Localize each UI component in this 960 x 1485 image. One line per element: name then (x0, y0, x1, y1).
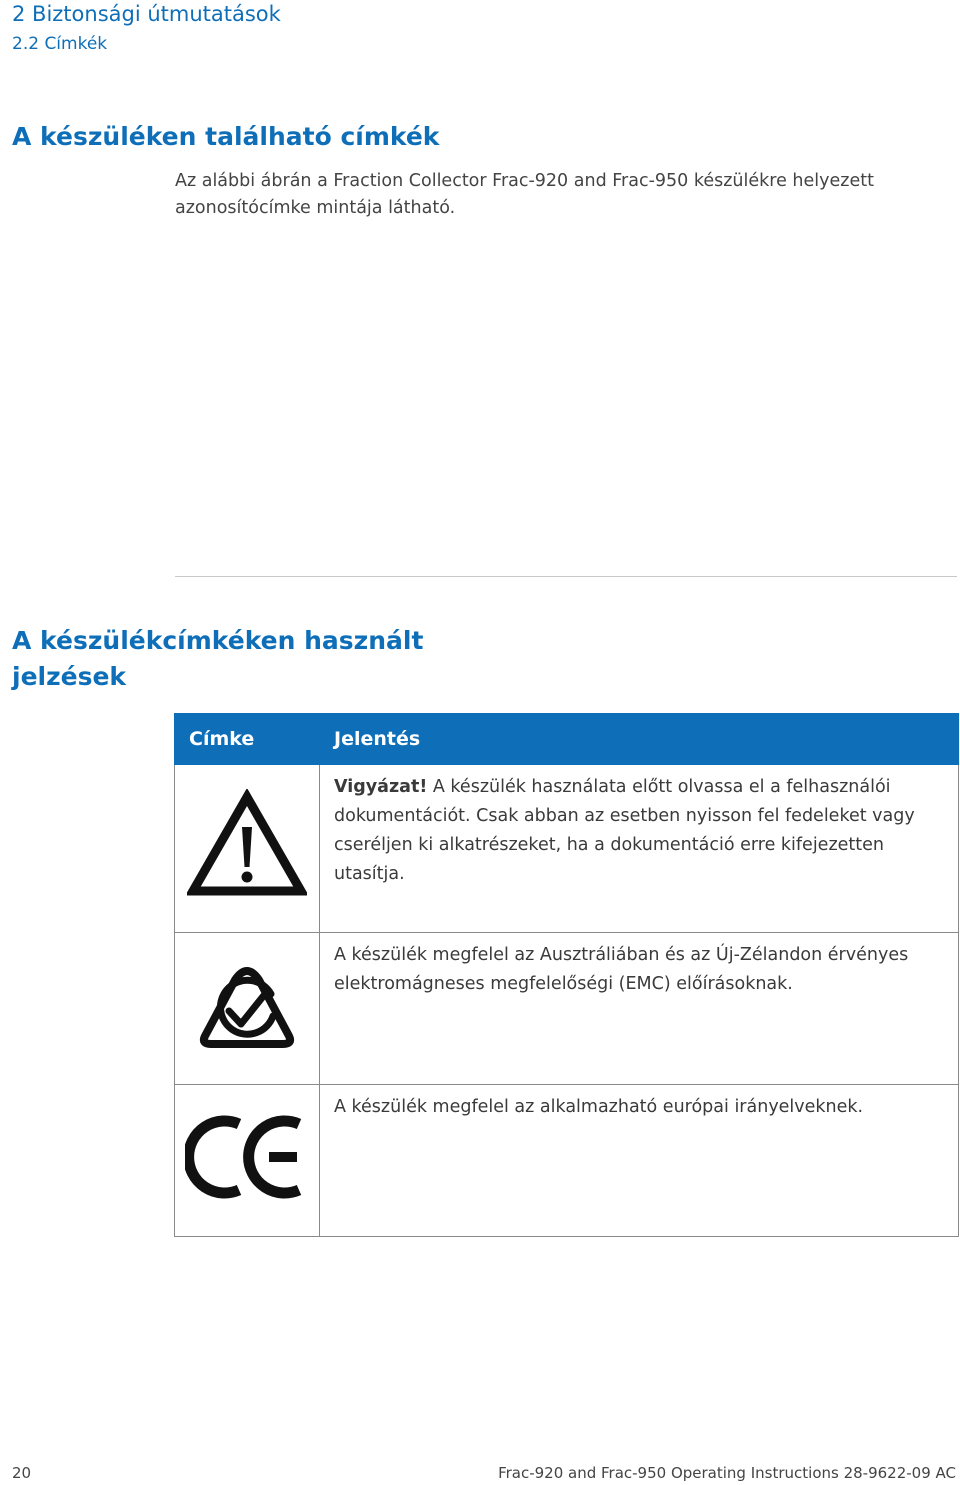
document-reference: Frac-920 and Frac-950 Operating Instructions 28-9622-09 AC (498, 1464, 956, 1482)
warning-triangle-icon (187, 789, 307, 899)
table-row (175, 933, 959, 1085)
ce-mark-icon (185, 1108, 309, 1204)
label-symbols-table (174, 713, 959, 1237)
breadcrumb-section: 2.2 Címkék (12, 34, 108, 54)
column-header-label: Címke (175, 714, 320, 765)
meaning-cell (320, 933, 959, 1085)
intro-paragraph: Az alábbi ábrán a Fraction Collector Frac-920 and Frac-950 készülékre helyezett azonosítócímke mintája látható. (175, 171, 874, 218)
table-row (175, 765, 959, 933)
section-title-symbols: A készülékcímkéken használt jelzések (12, 626, 424, 691)
table-row (175, 1085, 959, 1237)
section-title-labels-on-device: A készüléken található címkék (12, 122, 440, 151)
symbol-cell (175, 1085, 320, 1237)
column-header-meaning: Jelentés (320, 714, 959, 765)
meaning-cell (320, 1085, 959, 1237)
table-header-row (175, 714, 959, 765)
meaning-cell (320, 765, 959, 933)
symbol-cell (175, 933, 320, 1085)
caution-text: A készülék használata előtt olvassa el a felhasználói dokumentációt. Csak abban az esetben nyisson fel fedeleket vagy cseréljen ki alkatrészeket, ha a dokumentáció erre kifejezetten utasítja. (334, 777, 915, 884)
breadcrumb-chapter: 2 Biztonsági útmutatások (12, 2, 281, 26)
rcm-compliance-mark-icon (185, 956, 309, 1052)
symbol-cell (175, 765, 320, 933)
caution-lead: Vigyázat! (334, 777, 428, 797)
divider (175, 576, 957, 577)
ce-text: A készülék megfelel az alkalmazható európai irányelveknek. (334, 1097, 864, 1117)
rcm-text: A készülék megfelel az Ausztráliában és az Új-Zélandon érvényes elektromágneses megfelelőségi (EMC) előírásoknak. (334, 945, 909, 994)
page-number: 20 (12, 1464, 32, 1482)
